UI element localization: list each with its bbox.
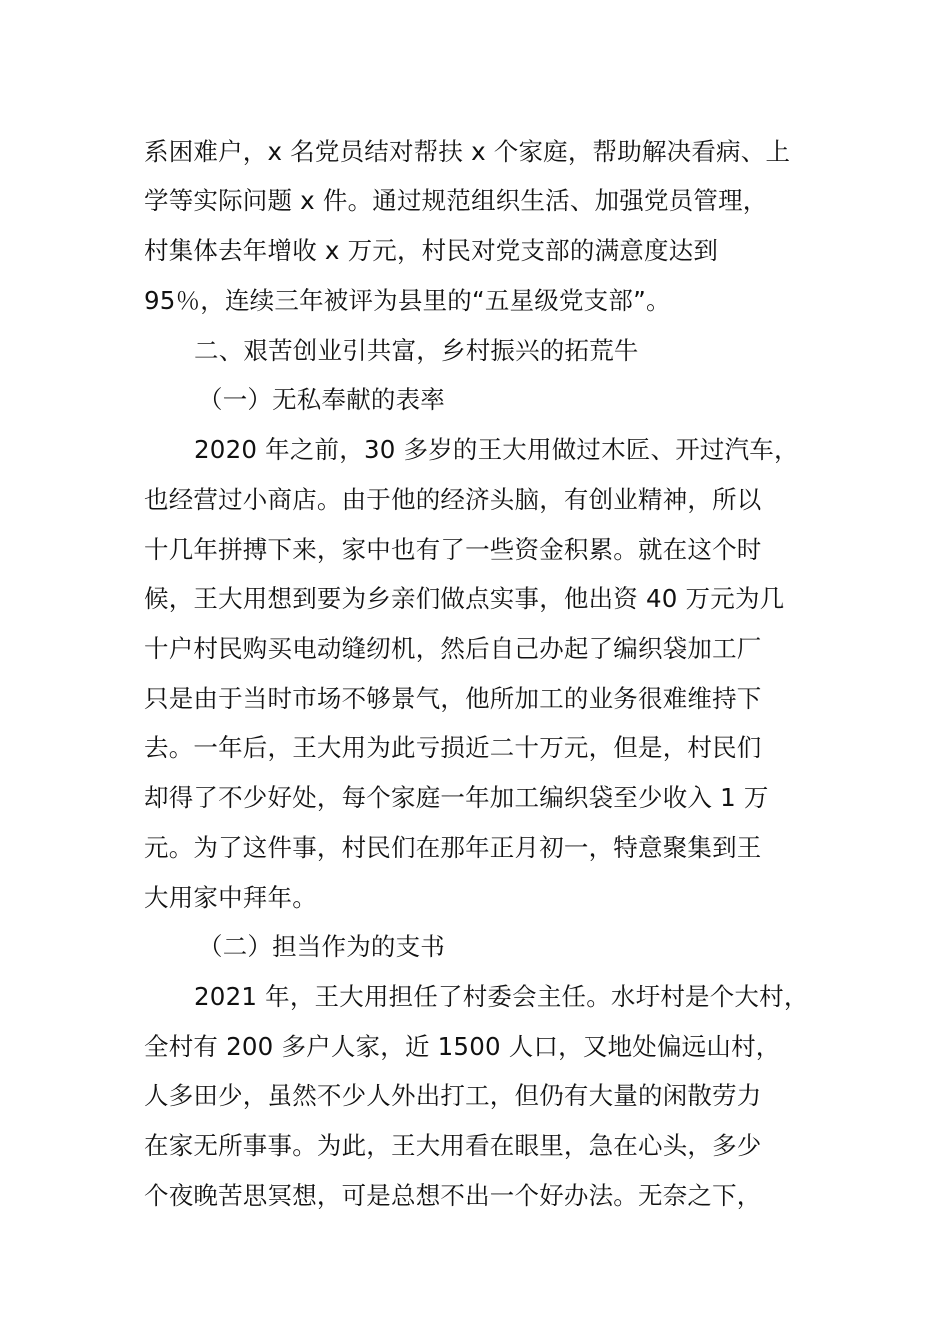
text-line-11: 十户村民购买电动缝纫机，然后自己办起了编织袋加工厂 [144, 634, 762, 663]
section-heading: 二、艰苦创业引共富，乡村振兴的拓荒牛 [194, 336, 639, 365]
text-line-21: 在家无所事事。为此，王大用看在眼里，急在心头，多少 [144, 1131, 762, 1160]
text-line-8: 也经营过小商店。由于他的经济头脑，有创业精神，所以 [144, 485, 762, 514]
subsection-heading-1: （一）无私奉献的表率 [198, 385, 445, 414]
text-line-15: 元。为了这件事，村民们在那年正月初一，特意聚集到王 [144, 833, 762, 862]
text-line-18: 2021 年，王大用担任了村委会主任。水圩村是个大村， [194, 982, 809, 1011]
text-line-1: 系困难户，x 名党员结对帮扶 x 个家庭，帮助解决看病、上 [144, 137, 791, 166]
text-line-22: 个夜晚苦思冥想，可是总想不出一个好办法。无奈之下， [144, 1181, 762, 1210]
text-line-3: 村集体去年增收 x 万元，村民对党支部的满意度达到 [144, 236, 719, 265]
text-line-16: 大用家中拜年。 [144, 883, 317, 912]
text-line-20: 人多田少，虽然不少人外出打工，但仍有大量的闲散劳力 [144, 1081, 762, 1110]
text-line-7: 2020 年之前，30 多岁的王大用做过木匠、开过汽车， [194, 435, 799, 464]
text-line-9: 十几年拼搏下来，家中也有了一些资金积累。就在这个时 [144, 535, 762, 564]
subsection-heading-2: （二）担当作为的支书 [198, 932, 445, 961]
text-line-13: 去。一年后，王大用为此亏损近二十万元，但是，村民们 [144, 733, 762, 762]
text-line-14: 却得了不少好处，每个家庭一年加工编织袋至少收入 1 万 [144, 783, 769, 812]
text-line-12: 只是由于当时市场不够景气，他所加工的业务很难维持下 [144, 684, 762, 713]
text-line-4: 95％，连续三年被评为县里的“五星级党支部”。 [144, 286, 671, 315]
text-line-10: 候，王大用想到要为乡亲们做点实事，他出资 40 万元为几 [144, 584, 785, 613]
text-line-2: 学等实际问题 x 件。通过规范组织生活、加强党员管理， [144, 186, 768, 215]
text-line-19: 全村有 200 多户人家，近 1500 人口，又地处偏远山村， [144, 1032, 781, 1061]
